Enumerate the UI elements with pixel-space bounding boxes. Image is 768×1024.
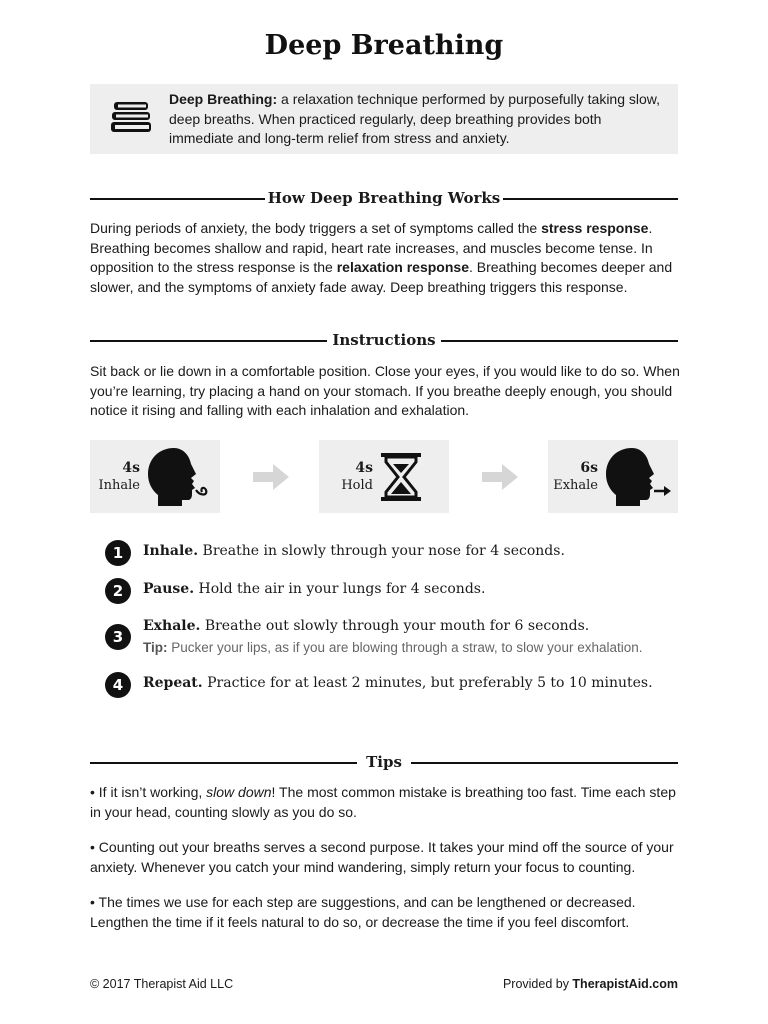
provided-by: Provided by TherapistAid.com [502,977,678,991]
section-heading-how: How Deep Breathing Works [90,188,678,208]
page-title: Deep Breathing [264,30,504,61]
right-arrow-icon [251,462,291,492]
step-number: 4 [105,672,131,698]
step-number: 2 [105,578,131,604]
inhale-card: 4s Inhale [90,440,220,513]
step-number: 3 [105,624,131,650]
definition-box [90,84,678,154]
step-number: 1 [105,540,131,566]
how-it-works-paragraph: During periods of anxiety, the body triggers a set of symptoms called the stress response. Breathing becomes shallow and rapid, heart rate increases, and muscles become tense. In opposition to the stress response is the relaxation response. Breathing becomes deeper and slower, and the symptoms of anxiety fade away. Deep breathing triggers this response. [90,220,673,295]
head-inhale-icon [144,446,216,508]
exhale-card: 6s Exhale [548,440,678,513]
tip-item: • Counting out your breaths serves a second purpose. It takes your mind off the source of your anxiety. Whenever you catch your mind wandering, simply return your focus to counting. [90,839,674,875]
hold-card: 4s Hold [319,440,449,513]
tip-item: • The times we use for each step are suggestions, and can be lengthened or decreased. Lengthen the time if it feels natural to do so, or decrease the time if you feel discomfort. [90,894,636,930]
copyright: © 2017 Therapist Aid LLC [90,977,234,991]
section-heading-tips: Tips [90,752,678,772]
definition-text: Deep Breathing: a relaxation technique performed by purposefully taking slow, deep breaths. When practiced regularly, deep breathing provides both immediate and long-term relief from stress and anxiety. [169,91,661,146]
tip-item: • If it isn’t working, slow down! The most common mistake is breathing too fast. Time each step in your head, counting slowly as you do so. [90,784,676,820]
stack-of-books-icon [110,100,154,136]
section-heading-instructions: Instructions [90,330,678,350]
exhale-tip: Tip: Pucker your lips, as if you are blowing through a straw, to slow your exhalation. [143,640,643,655]
right-arrow-icon [480,462,520,492]
brand-link[interactable]: TherapistAid.com [572,977,678,991]
definition-term: Deep Breathing: [169,91,278,107]
head-exhale-icon [602,446,674,508]
hourglass-icon [379,452,423,502]
instructions-intro: Sit back or lie down in a comfortable position. Close your eyes, if you would like to do so. When you’re learning, try placing a hand on your stomach. If you breathe deeply enough, you should notice it rising and falling with each inhalation and exhalation. [90,363,680,418]
